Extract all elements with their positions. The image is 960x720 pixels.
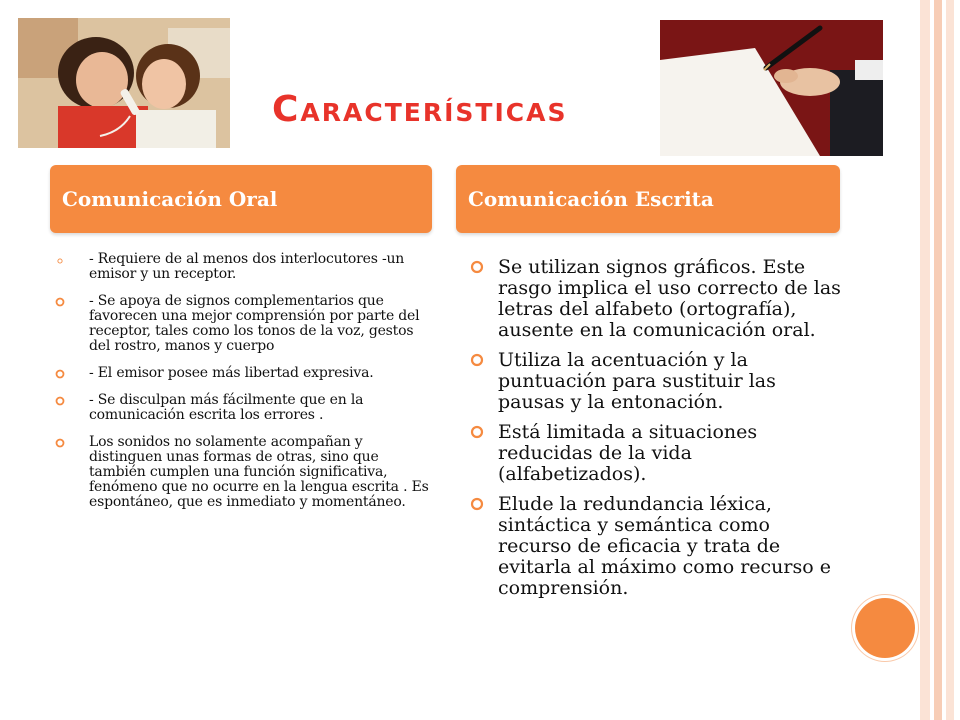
list-item: [55, 294, 430, 354]
slide-title: Características: [272, 89, 568, 130]
list-item: [470, 422, 842, 485]
list-item-text: Se utilizan signos gráficos. Este rasgo implica el uso correcto de las letras del alfabeto (ortografía), ausente en la comunicación oral.: [498, 256, 841, 341]
written-characteristics-list: [470, 257, 842, 608]
list-item-text: - Requiere de al menos dos interlocutores -un emisor y un receptor.: [89, 251, 405, 282]
two-girls-on-telephone-photo: [18, 18, 230, 148]
written-column-header: [456, 165, 840, 233]
list-item-text: - El emisor posee más libertad expresiva.: [89, 365, 374, 381]
list-item: [55, 435, 430, 510]
oral-column-header: [50, 165, 432, 233]
list-item-text: Está limitada a situaciones reducidas de la vida (alfabetizados).: [498, 421, 758, 485]
list-item: [470, 350, 842, 413]
oral-column-header-label: Comunicación Oral: [62, 187, 278, 211]
circle-bullet-icon: [55, 396, 65, 406]
list-item-text: Elude la redundancia léxica, sintáctica y semántica como recurso de eficacia y trata de evitarla al máximo como recurso e comprensión.: [498, 493, 831, 599]
written-column-header-label: Comunicación Escrita: [468, 187, 714, 211]
writing-hand-illustration: [660, 20, 883, 156]
circle-bullet-icon: [470, 353, 484, 367]
oral-characteristics-list: [55, 252, 430, 522]
decorative-side-stripe: [920, 0, 960, 720]
list-item-text: - Se apoya de signos complementarios que favorecen una mejor comprensión por parte del receptor, tales como los tonos de la voz, gestos del rostro, manos y cuerpo: [89, 293, 420, 354]
list-item: [55, 393, 430, 423]
circle-bullet-icon: [55, 438, 65, 448]
circle-bullet-icon: [55, 297, 65, 307]
list-item: [55, 366, 430, 381]
circle-bullet-icon: [470, 425, 484, 439]
list-item: [470, 257, 842, 341]
circle-bullet-icon: [470, 260, 484, 274]
list-item-text: Los sonidos no solamente acompañan y distinguen unas formas de otras, sino que también cumplen una función significativa, fenómeno que no ocurre en la lengua escrita . Es espontáneo, que es inmediato y momentáneo.: [89, 434, 429, 510]
circle-bullet-icon: [55, 369, 65, 379]
small-circle-bullet-icon: [55, 258, 65, 264]
hand-writing-with-pen-photo: [660, 20, 883, 156]
list-item: [55, 252, 430, 282]
decorative-orange-circle: [855, 598, 915, 658]
two-girls-illustration: [18, 18, 230, 148]
list-item-text: Utiliza la acentuación y la puntuación para sustituir las pausas y la entonación.: [498, 349, 776, 413]
list-item: [470, 494, 842, 599]
circle-bullet-icon: [470, 497, 484, 511]
list-item-text: - Se disculpan más fácilmente que en la comunicación escrita los errores .: [89, 392, 364, 423]
